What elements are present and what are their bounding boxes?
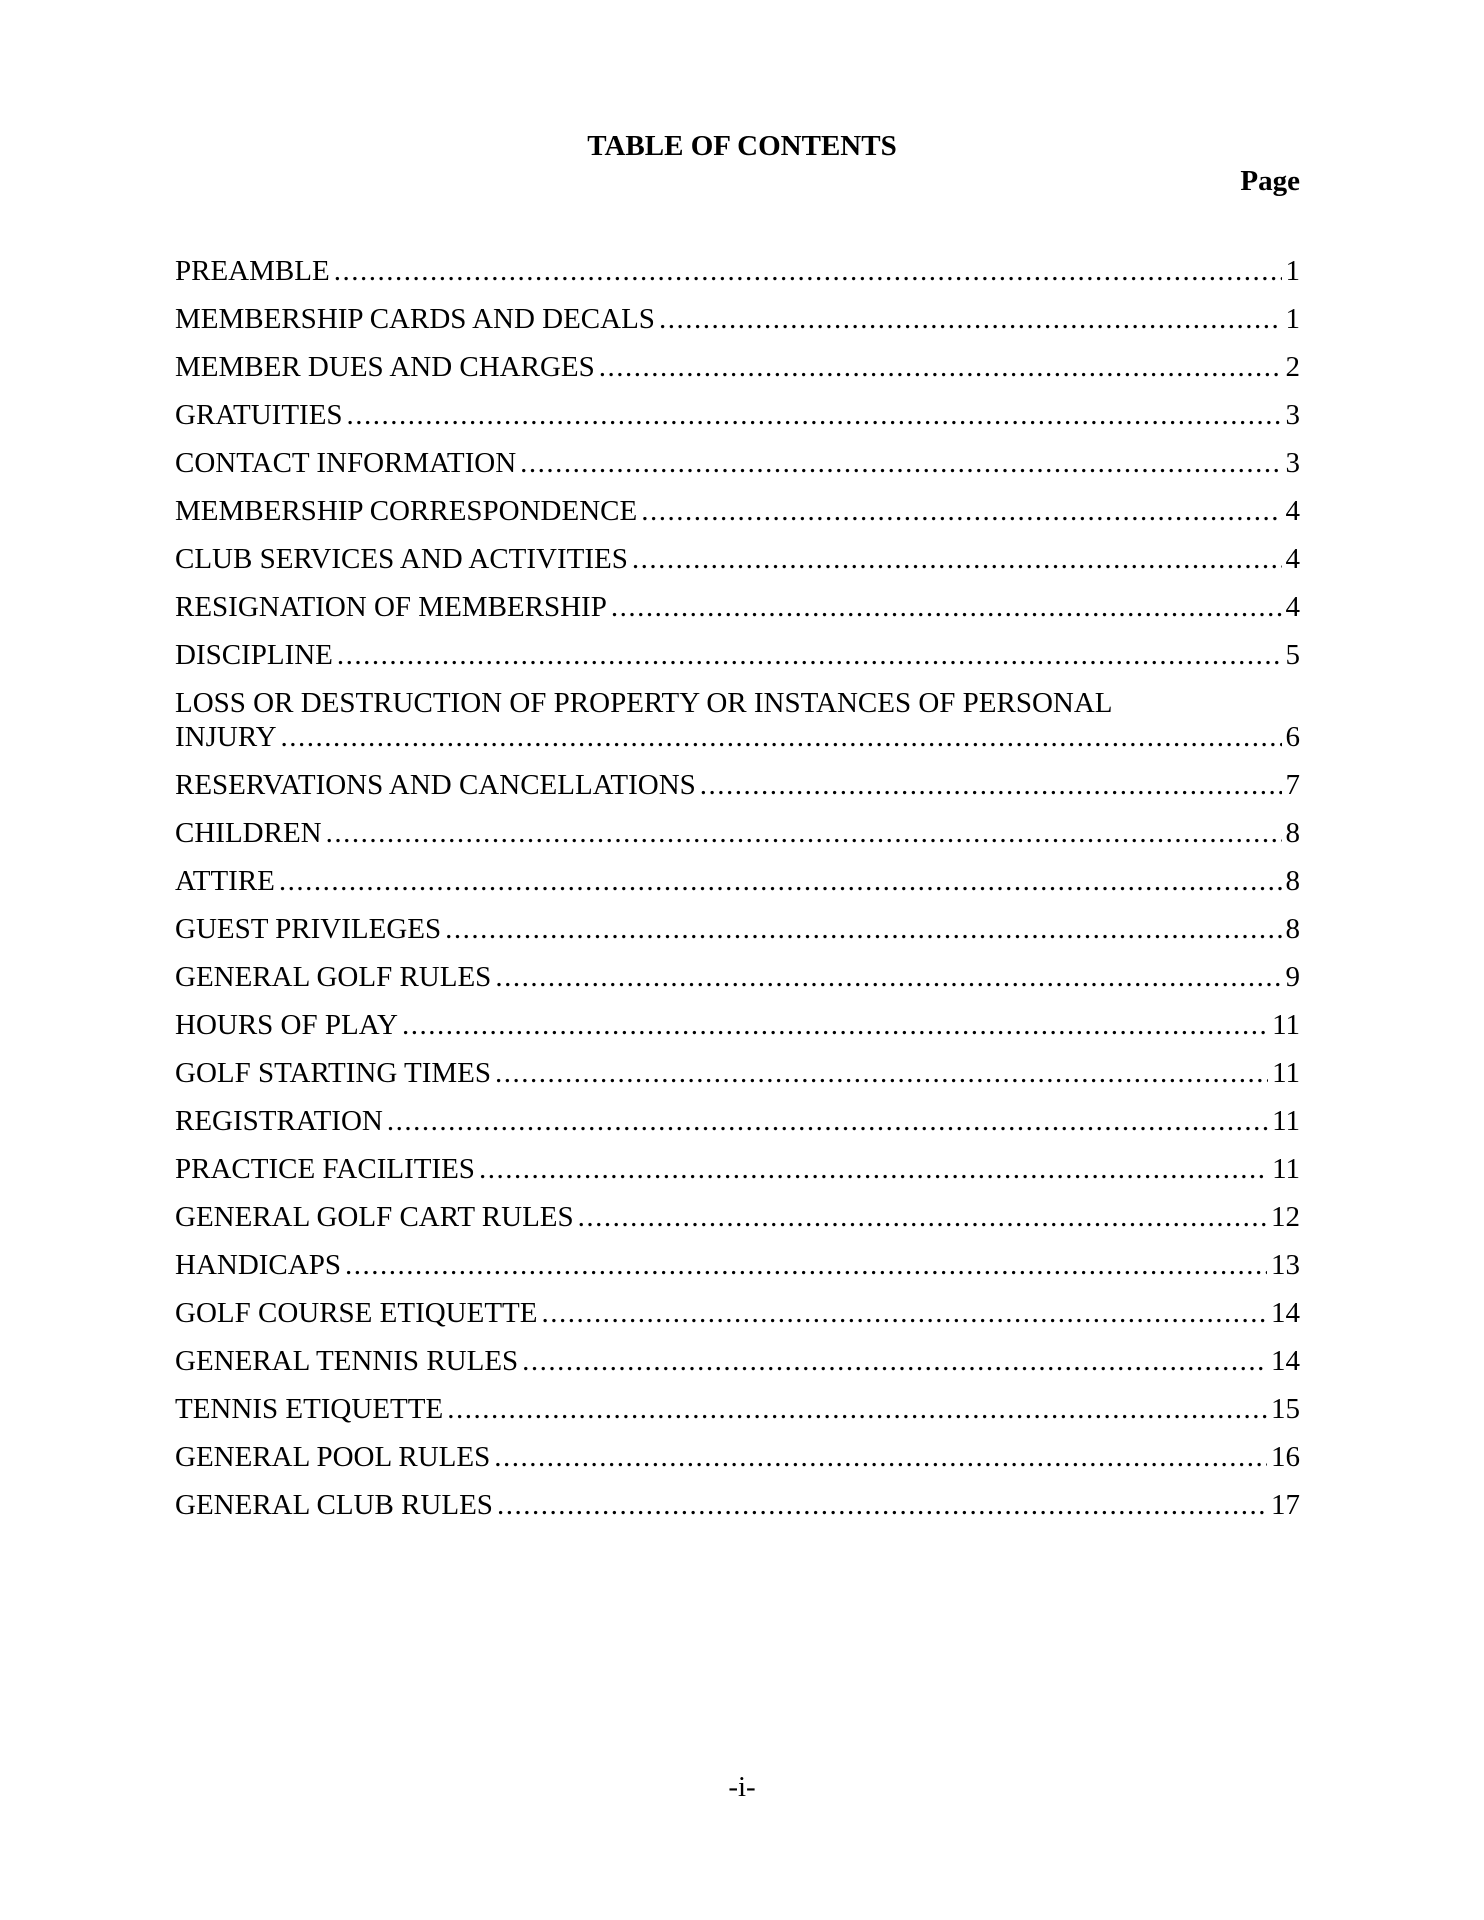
toc-dot-leader	[541, 1296, 1267, 1330]
toc-entry-page: 1	[1285, 255, 1300, 287]
toc-entry-page: 3	[1285, 447, 1300, 479]
toc-dot-leader	[494, 1440, 1267, 1474]
toc-dot-leader	[345, 1248, 1267, 1282]
toc-entry-preamble[interactable]	[175, 254, 1300, 288]
toc-entry-title-line2: INJURY	[175, 721, 277, 753]
toc-dot-leader	[387, 1104, 1268, 1138]
toc-entry-title: MEMBERSHIP CARDS AND DECALS	[175, 303, 655, 335]
toc-entry-title: CHILDREN	[175, 817, 322, 849]
toc-entry-title: GENERAL CLUB RULES	[175, 1489, 493, 1521]
toc-dot-leader	[279, 864, 1282, 898]
toc-entry-title: GOLF COURSE ETIQUETTE	[175, 1297, 538, 1329]
toc-entry-page: 12	[1271, 1201, 1300, 1233]
toc-dot-leader	[641, 494, 1281, 528]
toc-entry-page: 14	[1271, 1297, 1300, 1329]
toc-entry-title: PRACTICE FACILITIES	[175, 1153, 475, 1185]
toc-entry-title: GUEST PRIVILEGES	[175, 913, 442, 945]
toc-entry-title: RESERVATIONS AND CANCELLATIONS	[175, 769, 696, 801]
toc-entry-page: 8	[1285, 865, 1300, 897]
toc-dot-leader	[632, 542, 1282, 576]
toc-entry-guest-privileges[interactable]	[175, 912, 1300, 946]
toc-entry-page: 6	[1285, 721, 1300, 753]
toc-entry-resignation[interactable]	[175, 590, 1300, 624]
toc-entry-page: 11	[1272, 1009, 1300, 1041]
toc-entry-page: 15	[1271, 1393, 1300, 1425]
toc-entry-title: DISCIPLINE	[175, 639, 333, 671]
toc-entry-title: PREAMBLE	[175, 255, 330, 287]
toc-entry-title: HANDICAPS	[175, 1249, 341, 1281]
toc-dot-leader	[659, 302, 1282, 336]
toc-entry-title: GENERAL GOLF RULES	[175, 961, 492, 993]
toc-entry-registration[interactable]	[175, 1104, 1300, 1138]
toc-dot-leader	[611, 590, 1282, 624]
toc-entry-loss-or-destruction[interactable]	[175, 686, 1300, 754]
toc-entry-page: 4	[1285, 543, 1300, 575]
toc-dot-leader	[599, 350, 1282, 384]
toc-entry-member-dues[interactable]	[175, 350, 1300, 384]
toc-entry-page: 8	[1285, 817, 1300, 849]
toc-entry-title: GENERAL TENNIS RULES	[175, 1345, 519, 1377]
toc-dot-leader	[578, 1200, 1267, 1234]
toc-entry-page: 1	[1285, 303, 1300, 335]
toc-entry-title: RESIGNATION OF MEMBERSHIP	[175, 591, 607, 623]
toc-entry-reservations[interactable]	[175, 768, 1300, 802]
toc-dot-leader	[334, 254, 1282, 288]
toc-entry-page: 11	[1272, 1057, 1300, 1089]
toc-entry-general-club-rules[interactable]	[175, 1488, 1300, 1522]
toc-entry-title: GOLF STARTING TIMES	[175, 1057, 492, 1089]
toc-entry-page: 4	[1285, 495, 1300, 527]
toc-entry-page: 13	[1271, 1249, 1300, 1281]
toc-entry-page: 5	[1285, 639, 1300, 671]
toc-dot-leader	[337, 638, 1282, 672]
toc-entry-handicaps[interactable]	[175, 1248, 1300, 1282]
toc-entry-page: 3	[1285, 399, 1300, 431]
toc-entry-title: GENERAL POOL RULES	[175, 1441, 491, 1473]
toc-entry-title: ATTIRE	[175, 865, 275, 897]
toc-entry-title: MEMBER DUES AND CHARGES	[175, 351, 595, 383]
toc-entry-title-line1: LOSS OR DESTRUCTION OF PROPERTY OR INSTANCES OF PERSONAL	[175, 687, 1113, 719]
toc-dot-leader	[402, 1008, 1268, 1042]
page-column-heading: Page	[1240, 165, 1300, 197]
toc-dot-leader	[495, 1056, 1268, 1090]
toc-entry-club-services[interactable]	[175, 542, 1300, 576]
toc-entry-title: HOURS OF PLAY	[175, 1009, 398, 1041]
toc-entry-tennis-etiquette[interactable]	[175, 1392, 1300, 1426]
toc-entry-golf-course-etiquette[interactable]	[175, 1296, 1300, 1330]
toc-entry-membership-cards[interactable]	[175, 302, 1300, 336]
page-title: TABLE OF CONTENTS	[587, 130, 897, 162]
toc-entry-gratuities[interactable]	[175, 398, 1300, 432]
toc-entry-general-tennis-rules[interactable]	[175, 1344, 1300, 1378]
toc-entry-page: 17	[1271, 1489, 1300, 1521]
toc-dot-leader	[479, 1152, 1268, 1186]
toc-entry-page: 11	[1272, 1153, 1300, 1185]
toc-dot-leader	[447, 1392, 1267, 1426]
toc-entry-general-golf-rules[interactable]	[175, 960, 1300, 994]
toc-dot-leader	[326, 816, 1282, 850]
toc-dot-leader	[495, 960, 1281, 994]
toc-entry-title: MEMBERSHIP CORRESPONDENCE	[175, 495, 638, 527]
toc-entry-golf-starting-times[interactable]	[175, 1056, 1300, 1090]
toc-entry-title: REGISTRATION	[175, 1105, 383, 1137]
toc-entry-page: 16	[1271, 1441, 1300, 1473]
toc-entry-discipline[interactable]	[175, 638, 1300, 672]
toc-entry-page: 14	[1271, 1345, 1300, 1377]
toc-entry-page: 9	[1285, 961, 1300, 993]
toc-dot-leader	[497, 1488, 1267, 1522]
toc-entry-hours-of-play[interactable]	[175, 1008, 1300, 1042]
toc-entry-golf-cart-rules[interactable]	[175, 1200, 1300, 1234]
toc-entry-children[interactable]	[175, 816, 1300, 850]
toc-entry-page: 8	[1285, 913, 1300, 945]
table-of-contents	[175, 254, 1300, 1536]
toc-dot-leader	[281, 720, 1282, 754]
toc-entry-title: GRATUITIES	[175, 399, 343, 431]
footer-page-number: -i-	[728, 1771, 756, 1803]
toc-entry-attire[interactable]	[175, 864, 1300, 898]
toc-entry-practice-facilities[interactable]	[175, 1152, 1300, 1186]
toc-entry-membership-correspondence[interactable]	[175, 494, 1300, 528]
toc-entry-general-pool-rules[interactable]	[175, 1440, 1300, 1474]
toc-dot-leader	[347, 398, 1282, 432]
toc-entry-page: 2	[1285, 351, 1300, 383]
toc-entry-contact-information[interactable]	[175, 446, 1300, 480]
toc-entry-title: CONTACT INFORMATION	[175, 447, 517, 479]
toc-dot-leader	[522, 1344, 1267, 1378]
toc-dot-leader	[520, 446, 1281, 480]
toc-entry-title: GENERAL GOLF CART RULES	[175, 1201, 574, 1233]
toc-entry-page: 11	[1272, 1105, 1300, 1137]
toc-entry-title: TENNIS ETIQUETTE	[175, 1393, 444, 1425]
toc-entry-page: 4	[1285, 591, 1300, 623]
toc-dot-leader	[700, 768, 1282, 802]
toc-dot-leader	[445, 912, 1281, 946]
toc-entry-title: CLUB SERVICES AND ACTIVITIES	[175, 543, 628, 575]
toc-entry-page: 7	[1285, 769, 1300, 801]
